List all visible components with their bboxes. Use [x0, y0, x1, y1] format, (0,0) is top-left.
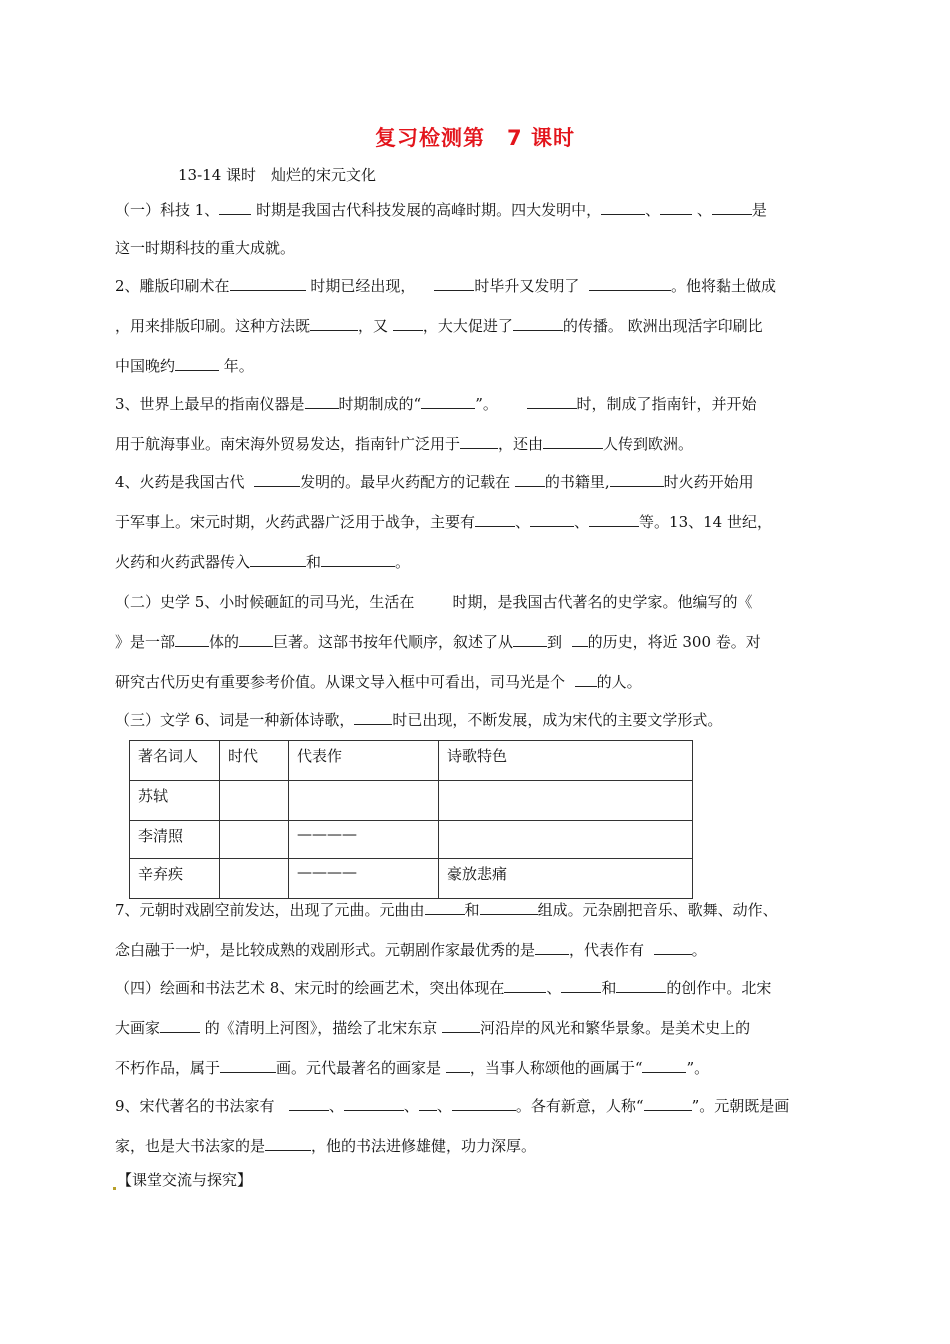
text: 时已出现，不断发展，成为宋代的主要文学形式。	[392, 711, 723, 729]
table-header-cell: 时代	[220, 741, 289, 781]
table-row	[130, 859, 693, 899]
table-cell: 苏轼	[130, 781, 220, 821]
text: （四）绘画和书法艺术 8、宋元时的绘画艺术，突出体现在	[115, 979, 505, 997]
blank[interactable]	[421, 394, 475, 409]
text: 时火药开始用	[663, 473, 754, 491]
text: 时毕升又发明了	[474, 277, 580, 295]
lesson-subtitle: 13-14 课时 灿烂的宋元文化	[178, 166, 377, 184]
table-cell[interactable]	[289, 781, 439, 821]
blank[interactable]	[654, 940, 692, 955]
blank[interactable]	[239, 632, 273, 647]
text: 。	[691, 941, 707, 959]
blank[interactable]	[254, 472, 300, 487]
text: 体的	[209, 633, 240, 651]
blank[interactable]	[175, 632, 209, 647]
text: ，代表作有	[569, 941, 645, 959]
blank[interactable]	[530, 512, 574, 527]
blank[interactable]	[589, 276, 671, 291]
text: 。各有新意，人称“	[515, 1097, 644, 1115]
table-cell: 辛弃疾	[130, 859, 220, 899]
section4-line2	[115, 1018, 845, 1038]
blank[interactable]	[644, 1096, 692, 1111]
blank[interactable]	[561, 978, 601, 993]
blank[interactable]	[354, 710, 392, 725]
mark-dot	[113, 1187, 116, 1190]
text: 、	[546, 979, 562, 997]
section1-line1	[115, 200, 845, 220]
table-cell[interactable]	[220, 781, 289, 821]
blank[interactable]	[419, 1096, 437, 1111]
text: 、	[515, 513, 531, 531]
q2-line1	[115, 276, 845, 296]
blank[interactable]	[434, 276, 474, 291]
section2-line2	[115, 632, 845, 652]
section4-line3	[115, 1058, 845, 1078]
text: 的创作中。北宋	[666, 979, 772, 997]
text: 、	[403, 1097, 419, 1115]
text: （二）史学 5、小时候砸缸的司马光，生活在	[115, 593, 415, 611]
text: 。他将黏土做成	[670, 277, 776, 295]
blank[interactable]	[452, 1096, 516, 1111]
text: 不朽作品，属于	[115, 1059, 221, 1077]
text: （一）科技 1、	[115, 201, 220, 219]
blank[interactable]	[616, 978, 666, 993]
q4-line3	[115, 552, 845, 572]
page-title: 复习检测第 7 课时	[375, 126, 575, 150]
text: 的历史，将近 300 卷。对	[587, 633, 761, 651]
table-header-cell: 代表作	[289, 741, 439, 781]
blank[interactable]	[446, 1058, 470, 1073]
q4-line2	[115, 512, 845, 532]
blank[interactable]	[513, 632, 547, 647]
text: 时期是我国古代科技发展的高峰时期。四大发明中，	[251, 201, 602, 219]
section2-line3	[115, 672, 845, 692]
text: 和	[464, 901, 480, 919]
blank[interactable]	[460, 434, 498, 449]
text: 和	[306, 553, 322, 571]
table-cell: ————	[289, 859, 439, 899]
text: 发明的。最早火药配方的记载在	[300, 473, 511, 491]
text: ，还由	[498, 435, 544, 453]
text: ”。	[475, 395, 498, 413]
table-header-cell: 著名词人	[130, 741, 220, 781]
text: ”。元朝既是画	[691, 1097, 790, 1115]
blank[interactable]	[305, 394, 339, 409]
text: 年。	[219, 357, 254, 375]
text: ，用来排版印刷。这种方法既	[115, 317, 311, 335]
text: 组成。元杂剧把音乐、歌舞、动作、	[537, 901, 778, 919]
text: 大画家	[115, 1019, 161, 1037]
table-cell[interactable]	[439, 821, 693, 859]
q7-line1	[115, 900, 845, 920]
text: 2、雕版印刷术在	[115, 277, 230, 295]
blank[interactable]	[265, 1136, 311, 1151]
blank[interactable]	[642, 1058, 686, 1073]
blank[interactable]	[344, 1096, 404, 1111]
blank[interactable]	[527, 394, 577, 409]
blank[interactable]	[575, 672, 597, 687]
text: 于军事上。宋元时期，火药武器广泛用于战争，主要有	[115, 513, 476, 531]
blank[interactable]	[660, 200, 692, 215]
section-heading-discussion	[112, 1170, 842, 1190]
text: 是	[751, 201, 767, 219]
blank[interactable]	[250, 552, 306, 567]
blank[interactable]	[160, 1018, 200, 1033]
poets-table	[129, 740, 693, 899]
blank[interactable]	[543, 434, 603, 449]
blank[interactable]	[504, 978, 546, 993]
blank[interactable]	[175, 356, 219, 371]
text: 巨著。这部书按年代顺序，叙述了从	[273, 633, 514, 651]
blank[interactable]	[535, 940, 569, 955]
blank[interactable]	[480, 900, 538, 915]
text: 、	[328, 1097, 344, 1115]
table-cell: 李清照	[130, 821, 220, 859]
text: 、	[692, 201, 712, 219]
section1-line2: 这一时期科技的重大成就。	[115, 239, 296, 257]
q3-line2	[115, 434, 845, 454]
q9-line1	[115, 1096, 845, 1116]
blank[interactable]	[230, 276, 306, 291]
text: 时期，是我国古代著名的史学家。他编写的《	[452, 593, 753, 611]
blank[interactable]	[712, 200, 752, 215]
text: 时，制成了指南针，并开始	[576, 395, 757, 413]
table-cell: ————	[289, 821, 439, 859]
table-row	[130, 781, 693, 821]
text: 等。13、14 世纪，	[639, 513, 772, 531]
q2-line3	[115, 356, 845, 376]
text: 到	[547, 633, 563, 651]
blank[interactable]	[513, 316, 563, 331]
text: 人传到欧洲。	[603, 435, 694, 453]
text: 7、元朝时戏剧空前发达，出现了元曲。元曲由	[115, 901, 425, 919]
text: 的人。	[596, 673, 642, 691]
table-cell[interactable]	[220, 821, 289, 859]
table-cell[interactable]	[220, 859, 289, 899]
q3-line1	[115, 394, 845, 414]
text: 念白融于一炉，是比较成熟的戏剧形式。元朝剧作家最优秀的是	[115, 941, 536, 959]
table-row	[130, 821, 693, 859]
text: 时期已经出现，	[305, 277, 416, 295]
text: 用于航海事业。南宋海外贸易发达，指南针广泛用于	[115, 435, 461, 453]
blank[interactable]	[220, 1058, 276, 1073]
text: 》是一部	[115, 633, 176, 651]
text: 、	[574, 513, 590, 531]
section3-line1	[115, 710, 845, 730]
blank[interactable]	[589, 512, 639, 527]
text: 9、宋代著名的书法家有	[115, 1097, 275, 1115]
table-cell[interactable]	[439, 781, 693, 821]
blank[interactable]	[475, 512, 515, 527]
text: ，当事人称颂他的画属于“	[469, 1059, 643, 1077]
q2-line2	[115, 316, 845, 336]
text: 的书籍里,	[544, 473, 610, 491]
text: 3、世界上最早的指南仪器是	[115, 395, 305, 413]
blank[interactable]	[321, 552, 395, 567]
text: 的传播。 欧洲出现活字印刷比	[562, 317, 763, 335]
q9-line2	[115, 1136, 845, 1156]
text: 、	[645, 201, 661, 219]
table-header-cell: 诗歌特色	[439, 741, 693, 781]
blank[interactable]	[219, 200, 251, 215]
blank[interactable]	[610, 472, 664, 487]
text: ，又	[358, 317, 389, 335]
text: 【课堂交流与探究】	[117, 1171, 253, 1189]
text: 中国晚约	[115, 357, 176, 375]
blank[interactable]	[425, 900, 465, 915]
text: 研究古代历史有重要参考价值。从课文导入框中可看出，司马光是个	[115, 673, 566, 691]
blank[interactable]	[442, 1018, 480, 1033]
blank[interactable]	[572, 632, 588, 647]
text: 、	[436, 1097, 452, 1115]
table-header-row	[130, 741, 693, 781]
blank[interactable]	[289, 1096, 329, 1111]
text: 4、火药是我国古代	[115, 473, 245, 491]
section4-line1	[115, 978, 845, 998]
text: 。	[395, 553, 411, 571]
q4-line1	[115, 472, 845, 492]
blank[interactable]	[393, 316, 423, 331]
text: 火药和火药武器传入	[115, 553, 251, 571]
section2-line1	[115, 592, 845, 612]
text: ，大大促进了	[422, 317, 513, 335]
text: 和	[601, 979, 617, 997]
text: 时期制成的“	[338, 395, 422, 413]
blank[interactable]	[515, 472, 545, 487]
text: 河沿岸的风光和繁华景象。是美术史上的	[480, 1019, 751, 1037]
text: 家，也是大书法家的是	[115, 1137, 266, 1155]
text: ，他的书法进修雄健，功力深厚。	[311, 1137, 537, 1155]
table-cell: 豪放悲痛	[439, 859, 693, 899]
text: 的《清明上河图》，描绘了北宋东京	[200, 1019, 438, 1037]
text: 画。元代最著名的画家是	[276, 1059, 442, 1077]
text: （三）文学 6、词是一种新体诗歌，	[115, 711, 355, 729]
blank[interactable]	[601, 200, 645, 215]
blank[interactable]	[310, 316, 358, 331]
text: ”。	[686, 1059, 710, 1077]
q7-line2	[115, 940, 845, 960]
